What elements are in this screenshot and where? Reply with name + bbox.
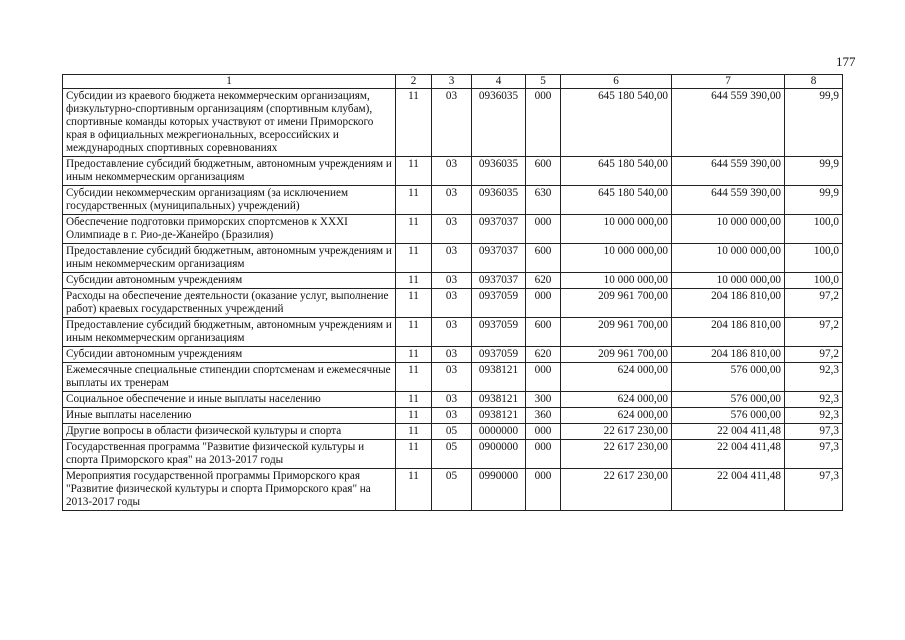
column-header: 6: [561, 75, 672, 89]
table-row: [63, 186, 843, 215]
section-code: 11: [396, 363, 432, 392]
target-article-code: 0937059: [472, 289, 526, 318]
row-title: Иные выплаты населению: [63, 408, 396, 424]
planned-amount: 22 617 230,00: [561, 469, 672, 511]
expense-type-code: 300: [526, 392, 561, 408]
planned-amount: 209 961 700,00: [561, 318, 672, 347]
subsection-code: 03: [432, 347, 472, 363]
execution-percent: 97,2: [785, 347, 843, 363]
execution-percent: 99,9: [785, 89, 843, 157]
planned-amount: 645 180 540,00: [561, 157, 672, 186]
executed-amount: 204 186 810,00: [672, 318, 785, 347]
subsection-code: 03: [432, 318, 472, 347]
column-header: 4: [472, 75, 526, 89]
planned-amount: 10 000 000,00: [561, 244, 672, 273]
table-row: [63, 215, 843, 244]
section-code: 11: [396, 244, 432, 273]
expense-type-code: 000: [526, 440, 561, 469]
executed-amount: 204 186 810,00: [672, 347, 785, 363]
target-article-code: 0937059: [472, 347, 526, 363]
executed-amount: 644 559 390,00: [672, 186, 785, 215]
subsection-code: 05: [432, 440, 472, 469]
execution-percent: 97,2: [785, 289, 843, 318]
executed-amount: 576 000,00: [672, 408, 785, 424]
planned-amount: 22 617 230,00: [561, 424, 672, 440]
subsection-code: 03: [432, 186, 472, 215]
column-header: 7: [672, 75, 785, 89]
execution-percent: 97,3: [785, 469, 843, 511]
target-article-code: 0900000: [472, 440, 526, 469]
row-title: Другие вопросы в области физической культуры и спорта: [63, 424, 396, 440]
planned-amount: 209 961 700,00: [561, 289, 672, 318]
expense-type-code: 600: [526, 244, 561, 273]
table-row: [63, 440, 843, 469]
expense-type-code: 000: [526, 424, 561, 440]
planned-amount: 645 180 540,00: [561, 186, 672, 215]
column-number-row: [63, 75, 843, 89]
section-code: 11: [396, 408, 432, 424]
execution-percent: 92,3: [785, 392, 843, 408]
section-code: 11: [396, 273, 432, 289]
planned-amount: 624 000,00: [561, 363, 672, 392]
row-title: Государственная программа "Развитие физической культуры и спорта Приморского края" на 2013-2017 годы: [63, 440, 396, 469]
execution-percent: 100,0: [785, 244, 843, 273]
section-code: 11: [396, 186, 432, 215]
expense-type-code: 600: [526, 318, 561, 347]
target-article-code: 0937037: [472, 215, 526, 244]
expense-type-code: 000: [526, 363, 561, 392]
target-article-code: 0936035: [472, 186, 526, 215]
section-code: 11: [396, 347, 432, 363]
expense-type-code: 630: [526, 186, 561, 215]
executed-amount: 644 559 390,00: [672, 157, 785, 186]
executed-amount: 22 004 411,48: [672, 440, 785, 469]
table-row: [63, 363, 843, 392]
row-title: Субсидии автономным учреждениям: [63, 347, 396, 363]
target-article-code: 0936035: [472, 89, 526, 157]
execution-percent: 99,9: [785, 157, 843, 186]
planned-amount: 209 961 700,00: [561, 347, 672, 363]
section-code: 11: [396, 392, 432, 408]
expense-type-code: 000: [526, 469, 561, 511]
row-title: Предоставление субсидий бюджетным, автономным учреждениям и иным некоммерческим организациям: [63, 244, 396, 273]
expense-type-code: 360: [526, 408, 561, 424]
executed-amount: 22 004 411,48: [672, 424, 785, 440]
table-row: [63, 318, 843, 347]
table-row: [63, 89, 843, 157]
table-row: [63, 244, 843, 273]
executed-amount: 10 000 000,00: [672, 215, 785, 244]
table-row: [63, 408, 843, 424]
section-code: 11: [396, 157, 432, 186]
subsection-code: 03: [432, 273, 472, 289]
execution-percent: 97,2: [785, 318, 843, 347]
table-row: [63, 347, 843, 363]
executed-amount: 204 186 810,00: [672, 289, 785, 318]
execution-percent: 99,9: [785, 186, 843, 215]
column-header: 2: [396, 75, 432, 89]
subsection-code: 03: [432, 363, 472, 392]
table-row: [63, 273, 843, 289]
expense-type-code: 600: [526, 157, 561, 186]
planned-amount: 624 000,00: [561, 392, 672, 408]
row-title: Предоставление субсидий бюджетным, автономным учреждениям и иным некоммерческим организациям: [63, 318, 396, 347]
section-code: 11: [396, 424, 432, 440]
executed-amount: 22 004 411,48: [672, 469, 785, 511]
column-header: 8: [785, 75, 843, 89]
column-header: 1: [63, 75, 396, 89]
executed-amount: 576 000,00: [672, 363, 785, 392]
expense-type-code: 000: [526, 289, 561, 318]
execution-percent: 97,3: [785, 424, 843, 440]
planned-amount: 10 000 000,00: [561, 273, 672, 289]
execution-percent: 100,0: [785, 215, 843, 244]
table-row: [63, 157, 843, 186]
subsection-code: 03: [432, 244, 472, 273]
row-title: Расходы на обеспечение деятельности (оказание услуг, выполнение работ) краевых государственных учреждений: [63, 289, 396, 318]
section-code: 11: [396, 215, 432, 244]
planned-amount: 22 617 230,00: [561, 440, 672, 469]
execution-percent: 92,3: [785, 408, 843, 424]
section-code: 11: [396, 318, 432, 347]
subsection-code: 03: [432, 392, 472, 408]
target-article-code: 0937059: [472, 318, 526, 347]
section-code: 11: [396, 469, 432, 511]
section-code: 11: [396, 89, 432, 157]
row-title: Обеспечение подготовки приморских спортсменов к XXXI Олимпиаде в г. Рио-де-Жанейро (Бразилия): [63, 215, 396, 244]
budget-table: [62, 74, 843, 511]
execution-percent: 97,3: [785, 440, 843, 469]
expense-type-code: 000: [526, 215, 561, 244]
executed-amount: 10 000 000,00: [672, 244, 785, 273]
target-article-code: 0000000: [472, 424, 526, 440]
target-article-code: 0937037: [472, 244, 526, 273]
column-header: 3: [432, 75, 472, 89]
subsection-code: 03: [432, 408, 472, 424]
table-row: [63, 289, 843, 318]
expense-type-code: 000: [526, 89, 561, 157]
executed-amount: 576 000,00: [672, 392, 785, 408]
execution-percent: 100,0: [785, 273, 843, 289]
target-article-code: 0936035: [472, 157, 526, 186]
row-title: Социальное обеспечение и иные выплаты населению: [63, 392, 396, 408]
subsection-code: 03: [432, 215, 472, 244]
subsection-code: 05: [432, 424, 472, 440]
target-article-code: 0990000: [472, 469, 526, 511]
section-code: 11: [396, 440, 432, 469]
target-article-code: 0938121: [472, 408, 526, 424]
section-code: 11: [396, 289, 432, 318]
subsection-code: 05: [432, 469, 472, 511]
row-title: Субсидии некоммерческим организациям (за исключением государственных (муниципальных) учреждений): [63, 186, 396, 215]
subsection-code: 03: [432, 89, 472, 157]
planned-amount: 645 180 540,00: [561, 89, 672, 157]
table-row: [63, 469, 843, 511]
execution-percent: 92,3: [785, 363, 843, 392]
executed-amount: 10 000 000,00: [672, 273, 785, 289]
row-title: Субсидии из краевого бюджета некоммерческим организациям, физкультурно-спортивным организациям (спортивным клубам), спортивные команды которых участвуют от имени Приморского края в официальных межрегиональных, всероссийских и международных спортивных соревнованиях: [63, 89, 396, 157]
target-article-code: 0938121: [472, 392, 526, 408]
row-title: Ежемесячные специальные стипендии спортсменам и ежемесячные выплаты их тренерам: [63, 363, 396, 392]
planned-amount: 624 000,00: [561, 408, 672, 424]
expense-type-code: 620: [526, 273, 561, 289]
column-header: 5: [526, 75, 561, 89]
subsection-code: 03: [432, 157, 472, 186]
executed-amount: 644 559 390,00: [672, 89, 785, 157]
target-article-code: 0937037: [472, 273, 526, 289]
row-title: Мероприятия государственной программы Приморского края "Развитие физической культуры и спорта Приморского края" на 2013-2017 годы: [63, 469, 396, 511]
row-title: Субсидии автономным учреждениям: [63, 273, 396, 289]
subsection-code: 03: [432, 289, 472, 318]
target-article-code: 0938121: [472, 363, 526, 392]
page-number: 177: [836, 54, 856, 69]
expense-type-code: 620: [526, 347, 561, 363]
planned-amount: 10 000 000,00: [561, 215, 672, 244]
table-row: [63, 392, 843, 408]
table-row: [63, 424, 843, 440]
row-title: Предоставление субсидий бюджетным, автономным учреждениям и иным некоммерческим организациям: [63, 157, 396, 186]
